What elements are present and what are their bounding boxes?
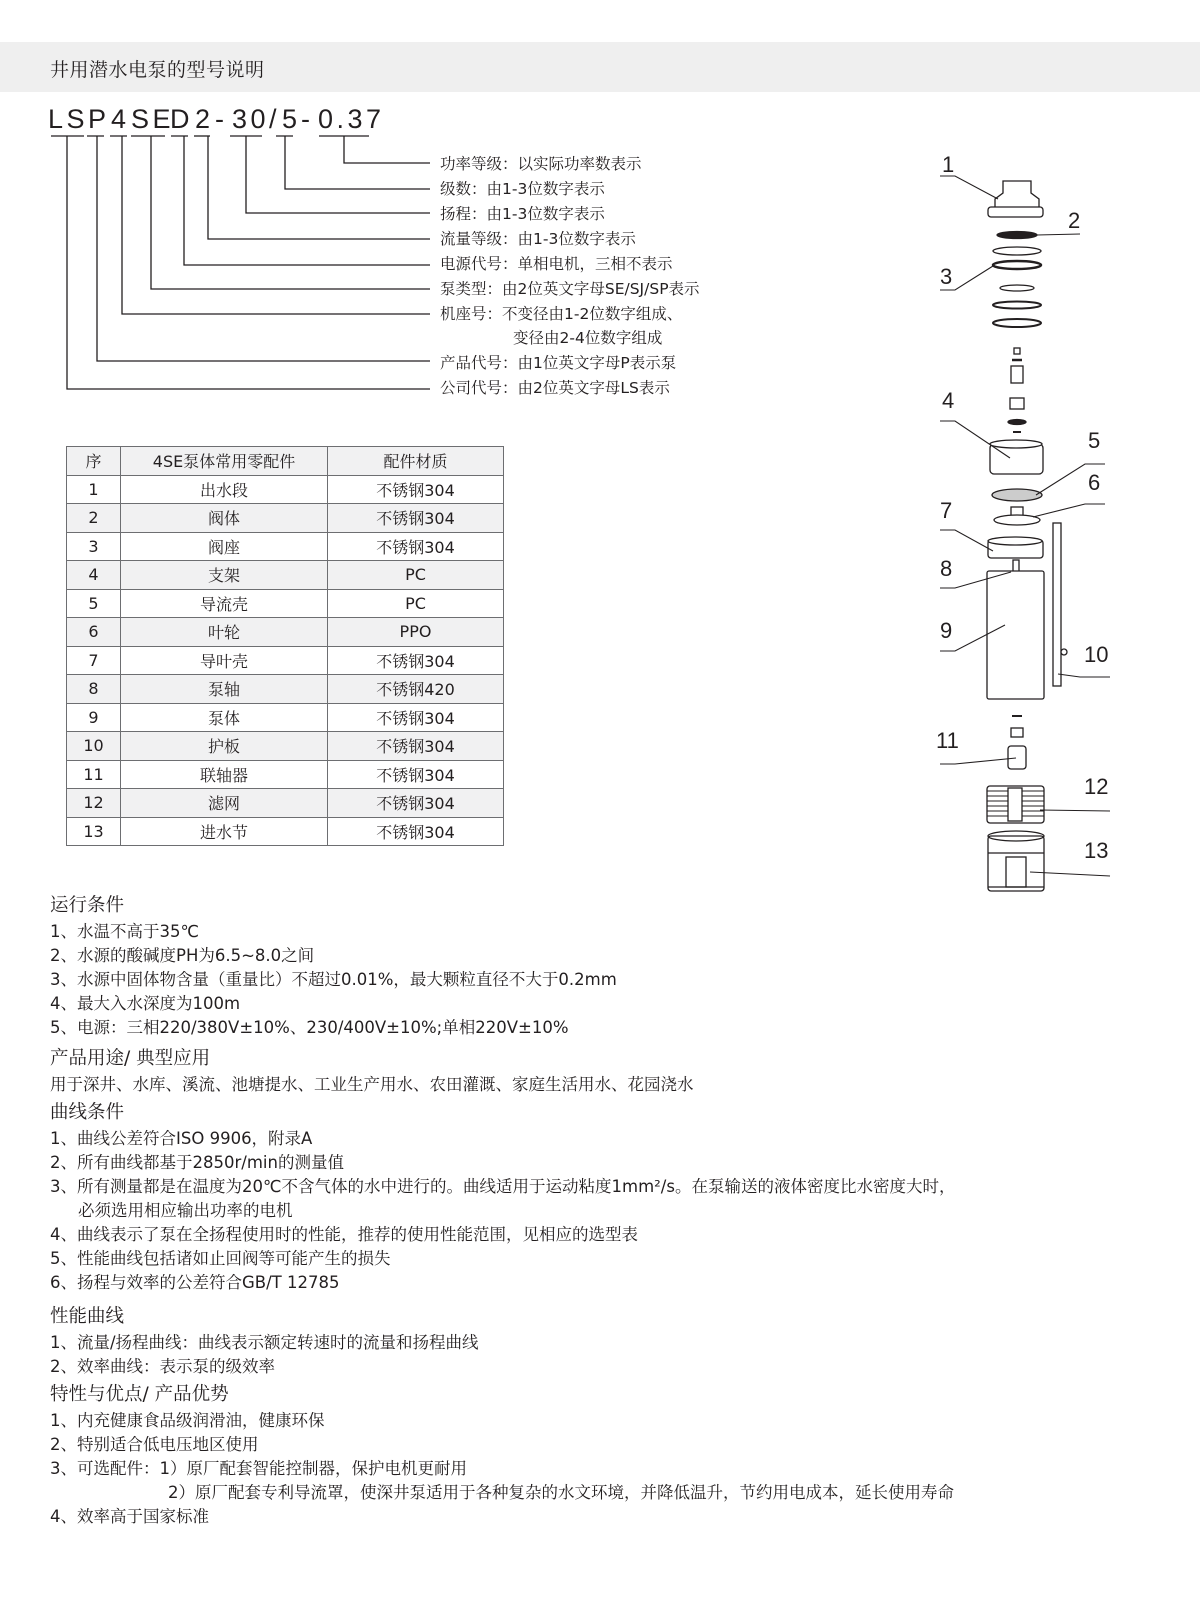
list-item: 1、水温不高于35℃	[50, 922, 200, 941]
table-row	[67, 475, 504, 504]
callout-4: 4	[942, 388, 955, 413]
table-row	[67, 760, 504, 789]
callout-7: 7	[940, 498, 953, 523]
legend-power-rating: 功率等级：以实际功率数表示	[440, 155, 642, 173]
cell-part: 导流壳	[121, 589, 328, 618]
table-row	[67, 703, 504, 732]
list-item: 4、曲线表示了泵在全扬程使用时的性能，推荐的使用性能范围，见相应的选型表	[50, 1225, 638, 1244]
callout-8: 8	[940, 556, 953, 581]
list-item: 4、最大入水深度为100m	[50, 994, 241, 1013]
cell-material: PC	[328, 561, 504, 590]
cell-index: 8	[67, 675, 121, 704]
legend-company-code: 公司代号：由2位英文字母LS表示	[440, 379, 670, 397]
column-header-material: 配件材质	[328, 447, 504, 476]
page-title: 井用潜水电泵的型号说明	[50, 59, 265, 81]
callout-6: 6	[1088, 470, 1101, 495]
section-title-curve-conditions: 曲线条件	[50, 1102, 125, 1123]
model-code-head: 30	[232, 104, 270, 134]
table-row	[67, 675, 504, 704]
callout-11: 11	[936, 728, 959, 753]
callout-9: 9	[940, 618, 953, 643]
cell-part: 联轴器	[121, 760, 328, 789]
legend-product-code: 产品代号：由1位英文字母P表示泵	[440, 354, 677, 372]
cell-index: 13	[67, 817, 121, 846]
column-header-part: 4SE泵体常用零配件	[121, 447, 328, 476]
cell-part: 泵体	[121, 703, 328, 732]
cell-index: 12	[67, 789, 121, 818]
model-code-pump-type: SE	[131, 104, 175, 134]
cell-part: 滤网	[121, 789, 328, 818]
section-title-performance: 性能曲线	[50, 1306, 125, 1327]
cell-part: 阀座	[121, 532, 328, 561]
model-code-rating: 0.37	[318, 104, 385, 134]
model-code-product: P	[88, 104, 110, 134]
callout-3: 3	[940, 264, 953, 289]
table-row	[67, 817, 504, 846]
cell-material: 不锈钢420	[328, 675, 504, 704]
table-row	[67, 789, 504, 818]
table-row	[67, 646, 504, 675]
model-code-flow: 2	[195, 104, 214, 134]
table-row	[67, 732, 504, 761]
table-row	[67, 618, 504, 647]
list-item: 2、所有曲线都基于2850r/min的测量值	[50, 1153, 344, 1172]
cell-index: 5	[67, 589, 121, 618]
performance-curves-section	[50, 1303, 479, 1379]
list-item: 用于深井、水库、溪流、池塘提水、工业生产用水、农田灌溉、家庭生活用水、花园浇水	[50, 1075, 694, 1094]
cell-material: 不锈钢304	[328, 817, 504, 846]
list-item: 3、所有测量都是在温度为20℃不含气体的水中进行的。曲线适用于运动粘度1mm²/s。在泵输送的液体密度比水密度大时，	[50, 1177, 956, 1196]
model-code-dash-2: -	[301, 104, 314, 134]
cell-index: 7	[67, 646, 121, 675]
legend-pump-type: 泵类型：由2位英文字母SE/SJ/SP表示	[440, 280, 700, 298]
section-title-usage: 产品用途/ 典型应用	[50, 1048, 211, 1069]
list-item-continuation: 必须选用相应输出功率的电机	[78, 1201, 293, 1220]
model-code-slash: /	[269, 104, 281, 134]
cell-material: PC	[328, 589, 504, 618]
cell-part: 支架	[121, 561, 328, 590]
cell-index: 10	[67, 732, 121, 761]
legend-flow-rating: 流量等级：由1-3位数字表示	[440, 230, 636, 248]
legend-power-code: 电源代号：单相电机，三相不表示	[440, 255, 673, 273]
list-item: 1、曲线公差符合ISO 9906，附录A	[50, 1129, 313, 1148]
legend-stages: 级数：由1-3位数字表示	[440, 180, 605, 198]
cell-part: 阀体	[121, 504, 328, 533]
table-row	[67, 589, 504, 618]
cell-material: 不锈钢304	[328, 732, 504, 761]
callout-1: 1	[942, 152, 955, 177]
legend-frame-number: 机座号：不变径由1-2位数字组成、	[440, 305, 683, 323]
table-row	[67, 532, 504, 561]
table-row	[67, 504, 504, 533]
curve-conditions-section	[50, 1099, 955, 1295]
cell-index: 2	[67, 504, 121, 533]
cell-material: 不锈钢304	[328, 532, 504, 561]
section-title-operating: 运行条件	[50, 895, 125, 916]
column-header-index: 序	[67, 447, 121, 476]
section-title-advantages: 特性与优点/ 产品优势	[50, 1384, 229, 1405]
legend-head: 扬程：由1-3位数字表示	[440, 205, 605, 223]
cell-index: 3	[67, 532, 121, 561]
parts-table	[66, 446, 504, 846]
list-item: 4、效率高于国家标准	[50, 1507, 209, 1526]
table-row	[67, 561, 504, 590]
cell-index: 9	[67, 703, 121, 732]
list-item: 5、电源：三相220/380V±10%、230/400V±10%;单相220V±10%	[50, 1018, 569, 1037]
pump-exploded-diagram	[920, 140, 1120, 900]
cell-index: 1	[67, 475, 121, 504]
callout-13: 13	[1084, 838, 1109, 863]
list-item: 1、内充健康食品级润滑油，健康环保	[50, 1411, 325, 1430]
cell-material: 不锈钢304	[328, 789, 504, 818]
cell-part: 出水段	[121, 475, 328, 504]
cell-part: 护板	[121, 732, 328, 761]
list-item: 2、效率曲线：表示泵的级效率	[50, 1357, 275, 1376]
list-item: 2、特别适合低电压地区使用	[50, 1435, 259, 1454]
model-code-power: D	[170, 104, 193, 134]
legend-frame-number-cont: 变径由2-4位数字组成	[513, 329, 663, 347]
cell-material: 不锈钢304	[328, 760, 504, 789]
list-item: 5、性能曲线包括诸如止回阀等可能产生的损失	[50, 1249, 391, 1268]
cell-part: 泵轴	[121, 675, 328, 704]
cell-index: 11	[67, 760, 121, 789]
model-code-company: LS	[48, 104, 89, 134]
list-item: 6、扬程与效率的公差符合GB/T 12785	[50, 1273, 340, 1292]
callout-10: 10	[1084, 642, 1109, 667]
model-code-dash-1: -	[215, 104, 228, 134]
cell-material: 不锈钢304	[328, 703, 504, 732]
model-code-frame: 4	[111, 104, 130, 134]
cell-part: 叶轮	[121, 618, 328, 647]
callout-2: 2	[1068, 208, 1081, 233]
list-item: 2、水源的酸碱度PH为6.5~8.0之间	[50, 946, 315, 965]
cell-material: 不锈钢304	[328, 646, 504, 675]
table-header-row	[67, 447, 504, 476]
advantages-section	[50, 1381, 954, 1529]
list-item: 3、水源中固体物含量（重量比）不超过0.01%，最大颗粒直径不大于0.2mm	[50, 970, 617, 989]
usage-section	[50, 1045, 694, 1097]
cell-material: 不锈钢304	[328, 475, 504, 504]
cell-index: 4	[67, 561, 121, 590]
cell-material: 不锈钢304	[328, 504, 504, 533]
list-item-continuation: 2）原厂配套专利导流罩，使深井泵适用于各种复杂的水文环境，并降低温升，节约用电成本，延长使用寿命	[168, 1483, 954, 1502]
cell-part: 进水节	[121, 817, 328, 846]
callout-5: 5	[1088, 428, 1101, 453]
cell-index: 6	[67, 618, 121, 647]
cell-material: PPO	[328, 618, 504, 647]
model-code-stages: 5	[282, 104, 301, 134]
list-item: 3、可选配件：1）原厂配套智能控制器，保护电机更耐用	[50, 1459, 467, 1478]
list-item: 1、流量/扬程曲线：曲线表示额定转速时的流量和扬程曲线	[50, 1333, 479, 1352]
operating-conditions-section	[50, 892, 617, 1040]
cell-part: 导叶壳	[121, 646, 328, 675]
callout-12: 12	[1084, 774, 1109, 799]
